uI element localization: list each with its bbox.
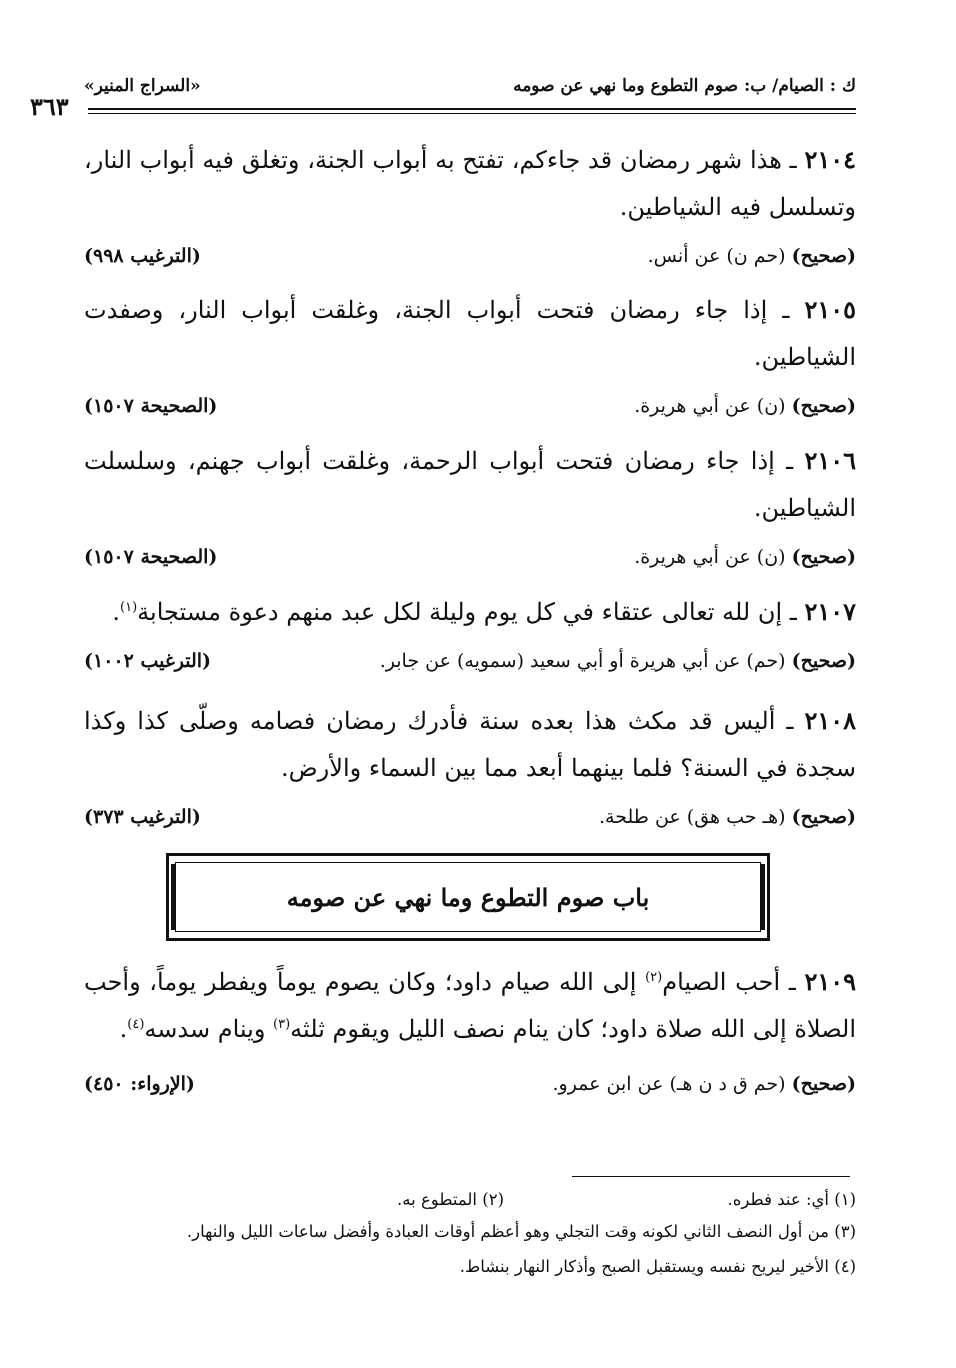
hadith-dash: ـ — [781, 146, 805, 174]
hadith-number: ٢١٠٦ — [804, 446, 856, 475]
chapter-heading: باب صوم التطوع وما نهي عن صومه — [286, 882, 650, 912]
hadith-source: (حم ن) عن أنس. — [647, 245, 792, 267]
hadith-source: (حم ق د ن هـ) عن ابن عمرو. — [552, 1073, 792, 1095]
hadith-grade: (صحيح) — [791, 546, 856, 568]
hadith-2107 — [84, 588, 856, 684]
hadith-dash: ـ — [775, 707, 805, 735]
footnote-1 — [728, 1190, 856, 1209]
hadith-text — [84, 286, 856, 381]
footnote-marker[interactable]: (٤) — [127, 1017, 145, 1032]
hadith-source-line — [84, 1073, 856, 1107]
hadith-source: (ن) عن أبي هريرة. — [634, 395, 792, 417]
hadith-2108 — [84, 697, 856, 840]
hadith-source: (هـ حب هق) عن طلحة. — [599, 806, 792, 828]
hadith-grade: (صحيح) — [791, 395, 856, 417]
running-header-book-title: «السراج المنير» — [84, 76, 201, 96]
hadith-number: ٢١٠٧ — [804, 597, 856, 626]
hadith-source-line — [84, 546, 856, 580]
hadith-end-punct: . — [119, 1015, 128, 1043]
header-rule — [88, 108, 856, 110]
hadith-reference: (الترغيب ١٠٠٢) — [84, 650, 212, 672]
hadith-text — [84, 588, 856, 636]
hadith-number: ٢١٠٥ — [804, 295, 856, 324]
hadith-body: هذا شهر رمضان قد جاءكم، تفتح به أبواب الجنة، وتغلق فيه أبواب النار، وتسلسل فيه الشياطين. — [84, 146, 856, 221]
hadith-grade: (صحيح) — [791, 806, 856, 828]
page-number: ٣٦٣ — [30, 92, 69, 121]
hadith-2106 — [84, 437, 856, 580]
footnote-text: المتطوع به. — [397, 1190, 483, 1209]
hadith-source-line — [84, 806, 856, 840]
hadith-text — [84, 958, 856, 1053]
footnote-number: (١) — [834, 1190, 856, 1209]
hadith-body: إن لله تعالى عتقاء في كل يوم وليلة لكل عبد منهم دعوة مستجابة — [137, 598, 783, 626]
footnote-3 — [80, 1222, 856, 1241]
hadith-grade: (صحيح) — [791, 1073, 856, 1095]
hadith-dash: ـ — [782, 598, 805, 626]
hadith-number: ٢١٠٩ — [804, 967, 857, 996]
hadith-reference: (الترغيب ٩٩٨) — [84, 245, 201, 267]
footnote-number: (٤) — [834, 1257, 856, 1276]
hadith-source-line — [84, 395, 856, 429]
hadith-body: أليس قد مكث هذا بعده سنة فأدرك رمضان فصامه وصلّى كذا وكذا سجدة في السنة؟ فلما بينهما أبعد مما بين السماء والأرض. — [84, 707, 856, 782]
hadith-2104 — [84, 136, 856, 279]
hadith-text — [84, 136, 856, 231]
running-header-chapter: ك : الصيام/ ب: صوم التطوع وما نهي عن صومه — [513, 76, 856, 96]
footnote-number: (٢) — [482, 1190, 504, 1209]
hadith-body: إذا جاء رمضان فتحت أبواب الرحمة، وغلقت أبواب جهنم، وسلسلت الشياطين. — [84, 447, 856, 522]
hadith-reference: (الصحيحة ١٥٠٧) — [84, 395, 218, 417]
footnote-text: من أول النصف الثاني لكونه وقت التجلي وهو أعظم أوقات العبادة وأفضل ساعات الليل والنهار. — [186, 1222, 835, 1241]
hadith-2105 — [84, 286, 856, 429]
hadith-reference: (الإرواء: ٤٥٠) — [84, 1073, 195, 1095]
hadith-reference: (الترغيب ٣٧٣) — [84, 806, 201, 828]
hadith-body-part: إلى الله صيام داود؛ وكان يصوم يوماً ويفطر يوماً، وأحب الصلاة إلى الله صلاة داود؛ كان ينام نصف الليل ويقوم ثلثه — [84, 968, 856, 1043]
footnote-text: الأخير ليريح نفسه ويستقبل الصبح وأذكار النهار بنشاط. — [459, 1257, 835, 1276]
footnote-4 — [80, 1257, 856, 1276]
hadith-text — [84, 437, 856, 532]
hadith-reference: (الصحيحة ١٥٠٧) — [84, 546, 218, 568]
hadith-body: إذا جاء رمضان فتحت أبواب الجنة، وغلقت أبواب النار، وصفدت الشياطين. — [84, 296, 856, 371]
footnote-number: (٣) — [834, 1222, 856, 1241]
hadith-source: (ن) عن أبي هريرة. — [634, 546, 792, 568]
hadith-dash: ـ — [774, 447, 805, 475]
hadith-grade: (صحيح) — [791, 245, 856, 267]
frame-ornament-right — [761, 864, 765, 930]
hadith-source-line — [84, 650, 856, 684]
hadith-text — [84, 697, 856, 792]
hadith-source-line — [84, 245, 856, 279]
hadith-end-punct: . — [112, 598, 120, 626]
hadith-2109 — [84, 958, 856, 1107]
hadith-body-part: وينام سدسه — [144, 1015, 274, 1043]
footnote-marker[interactable]: (٢) — [645, 970, 663, 985]
header-rule-thin — [88, 113, 856, 114]
footnote-marker[interactable]: (٣) — [273, 1017, 291, 1032]
hadith-dash: ـ — [767, 296, 805, 324]
chapter-heading-frame — [166, 853, 770, 941]
hadith-number: ٢١٠٤ — [804, 145, 857, 174]
hadith-body-part: أحب الصيام — [662, 968, 781, 996]
hadith-source: (حم) عن أبي هريرة أو أبي سعيد (سمويه) عن جابر. — [379, 650, 792, 672]
footnote-separator — [572, 1176, 850, 1177]
footnote-2 — [397, 1190, 504, 1209]
hadith-grade: (صحيح) — [791, 650, 856, 672]
hadith-number: ٢١٠٨ — [804, 706, 856, 735]
footnote-marker[interactable]: (١) — [120, 600, 138, 615]
footnote-text: أي: عند فطره. — [727, 1190, 835, 1209]
chapter-heading-inner — [175, 862, 761, 932]
hadith-dash: ـ — [780, 968, 805, 996]
